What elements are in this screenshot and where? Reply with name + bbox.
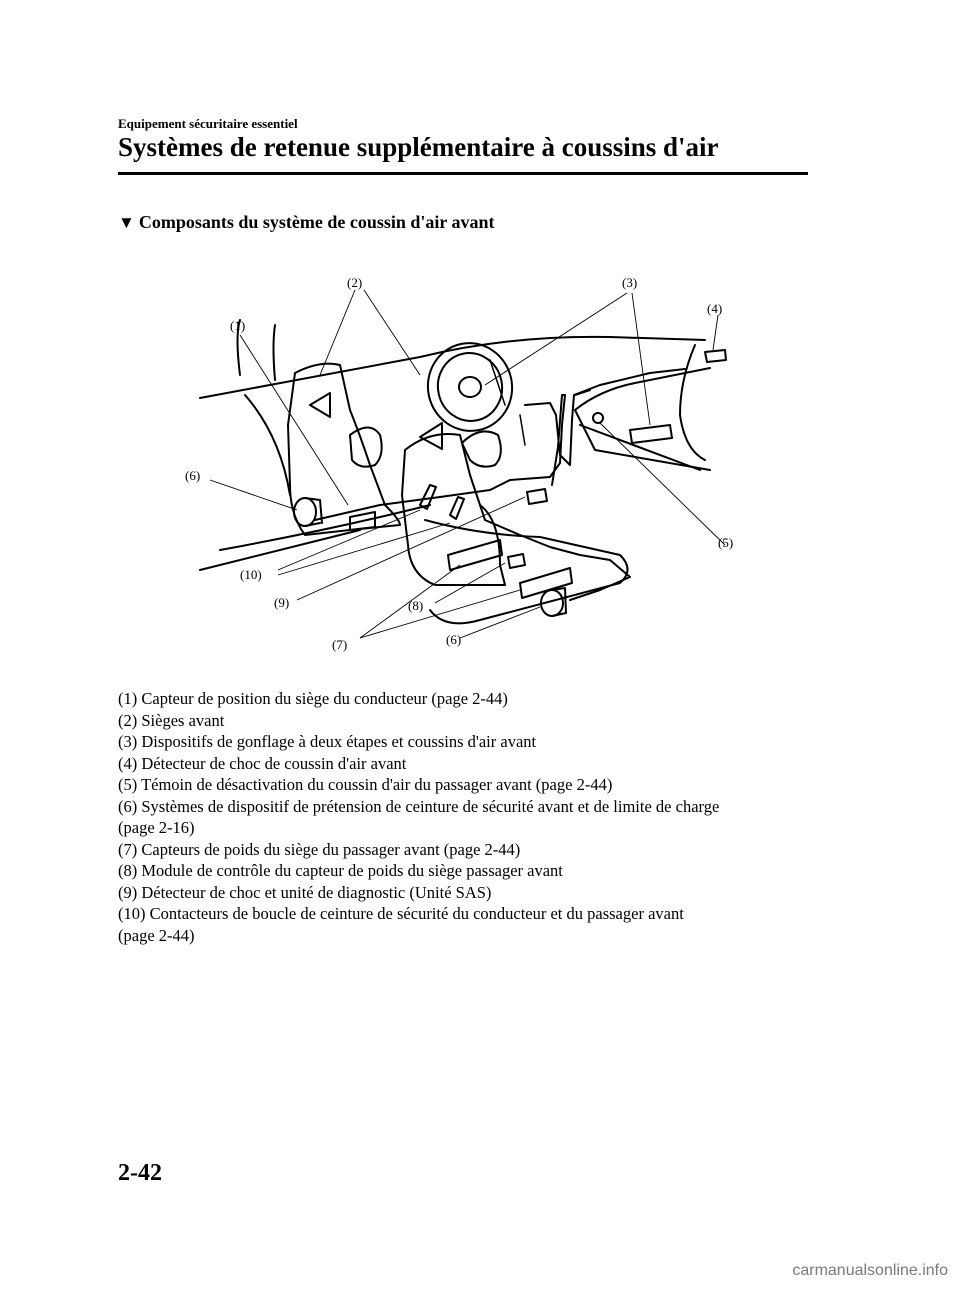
- airbag-components-diagram: [180, 265, 760, 665]
- callout-5: (5): [718, 535, 734, 550]
- callout-2: (2): [347, 275, 363, 290]
- callout-1: (1): [230, 318, 246, 333]
- callout-6b: (6): [446, 632, 462, 647]
- subheading: [118, 212, 495, 233]
- component-legend: [118, 688, 818, 946]
- callout-9: (9): [274, 595, 290, 610]
- legend-item: (9) Détecteur de choc et unité de diagnostic (Unité SAS): [118, 882, 492, 902]
- callout-4: (4): [707, 301, 723, 316]
- legend-item: (3) Dispositifs de gonflage à deux étapes et coussins d'air avant: [118, 732, 537, 751]
- page-title: Systèmes de retenue supplémentaire à coussins d'air: [118, 132, 719, 162]
- legend-item: (7) Capteurs de poids du siège du passager avant (page 2-44): [118, 839, 521, 859]
- page-number: 2-42: [118, 1160, 162, 1186]
- callout-7: (7): [332, 637, 348, 652]
- legend-item: (6) Systèmes de dispositif de prétension de ceinture de sécurité avant et de limite de charge: [118, 796, 720, 816]
- watermark: carmanualsonline.info: [792, 1262, 948, 1279]
- legend-item: (5) Témoin de désactivation du coussin d'air du passager avant (page 2-44): [118, 775, 613, 794]
- callout-6: (6): [185, 468, 201, 483]
- legend-item: (2) Sièges avant: [118, 710, 225, 730]
- section-label: Equipement sécuritaire essentiel: [118, 116, 298, 131]
- legend-item: (10) Contacteurs de boucle de ceinture de sécurité du conducteur et du passager avant: [118, 904, 684, 923]
- callout-10: (10): [240, 567, 262, 582]
- legend-item: (page 2-16): [118, 818, 195, 837]
- legend-item: (page 2-44): [118, 925, 195, 945]
- triangle-marker-icon: ▼: [118, 213, 135, 232]
- callout-8: (8): [408, 598, 424, 613]
- title-divider: [118, 172, 808, 175]
- legend-item: (8) Module de contrôle du capteur de poids du siège passager avant: [118, 861, 563, 880]
- legend-item: (4) Détecteur de choc de coussin d'air avant: [118, 753, 407, 773]
- legend-item: (1) Capteur de position du siège du conducteur (page 2-44): [118, 689, 508, 708]
- subheading-text: Composants du système de coussin d'air avant: [138, 212, 495, 232]
- callout-3: (3): [622, 275, 638, 290]
